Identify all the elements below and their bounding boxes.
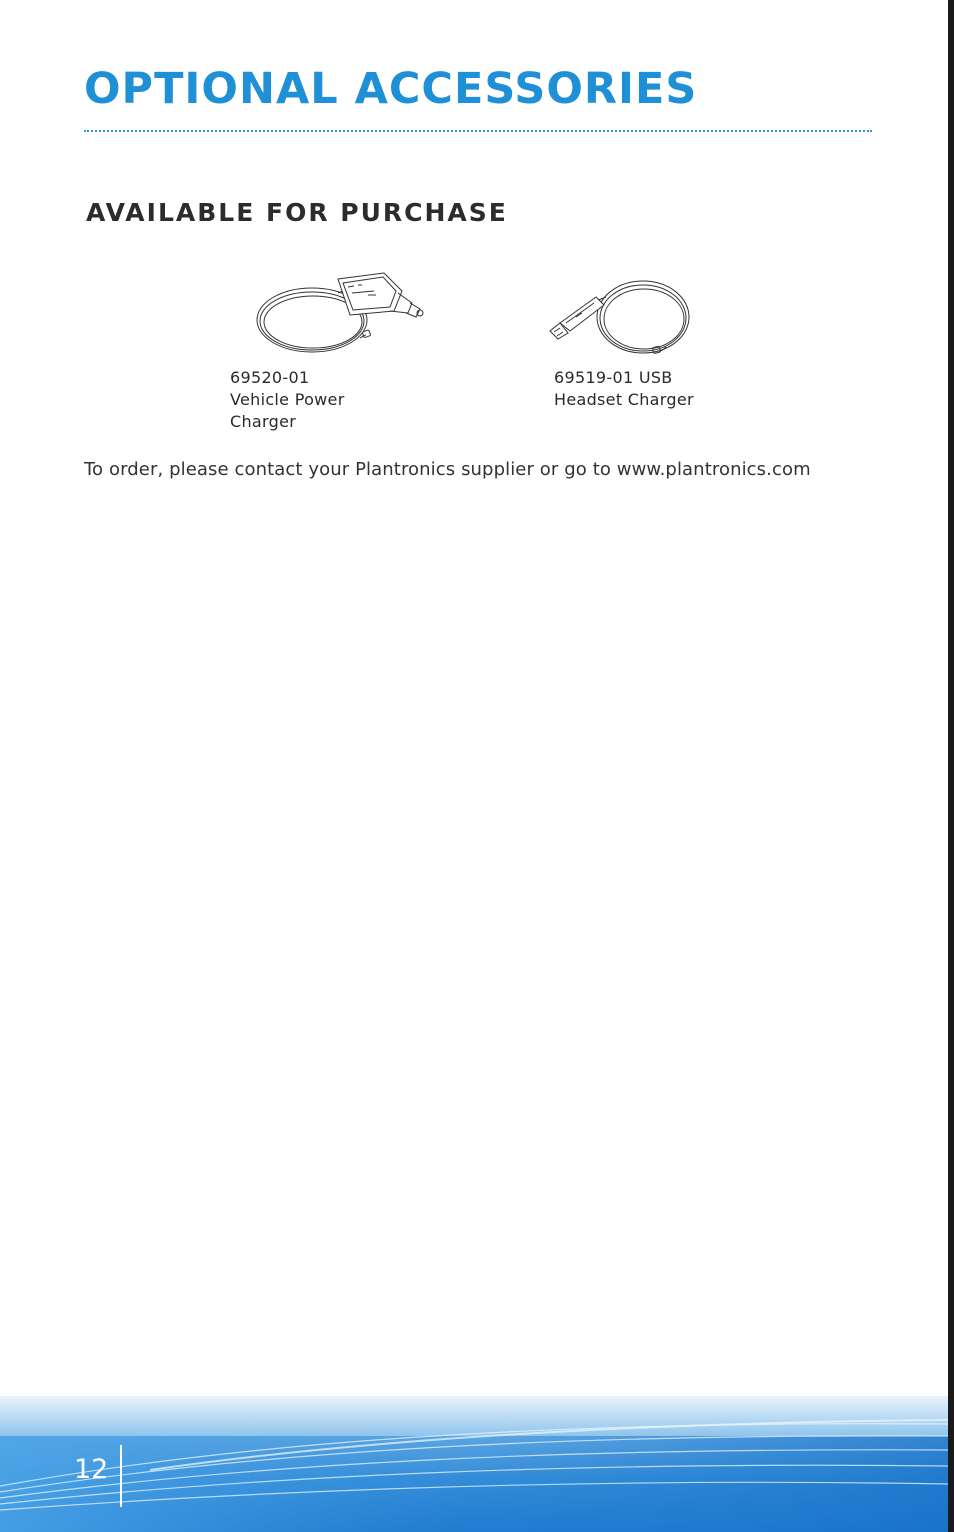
usb-charger-name: Headset Charger <box>554 390 694 409</box>
vehicle-charger-name-line2: Charger <box>230 412 297 431</box>
usb-headset-charger-icon <box>548 275 698 360</box>
title-divider <box>84 130 872 132</box>
vehicle-power-charger-icon <box>250 265 430 365</box>
usb-charger-caption <box>554 367 694 411</box>
page-title: OPTIONAL ACCESSORIES <box>84 64 698 114</box>
order-instructions: To order, please contact your Plantronics supplier or go to www.plantronics.com <box>84 459 811 480</box>
section-heading: AVAILABLE FOR PURCHASE <box>86 198 508 227</box>
vehicle-charger-caption <box>230 367 345 433</box>
page-number-divider <box>120 1445 122 1507</box>
usb-charger-part-number: 69519-01 USB <box>554 368 673 387</box>
vehicle-charger-part-number: 69520-01 <box>230 368 310 387</box>
page-number: 12 <box>74 1454 109 1485</box>
page-edge-border <box>948 0 954 1532</box>
footer-wave-banner <box>0 1396 948 1532</box>
vehicle-charger-name-line1: Vehicle Power <box>230 390 345 409</box>
